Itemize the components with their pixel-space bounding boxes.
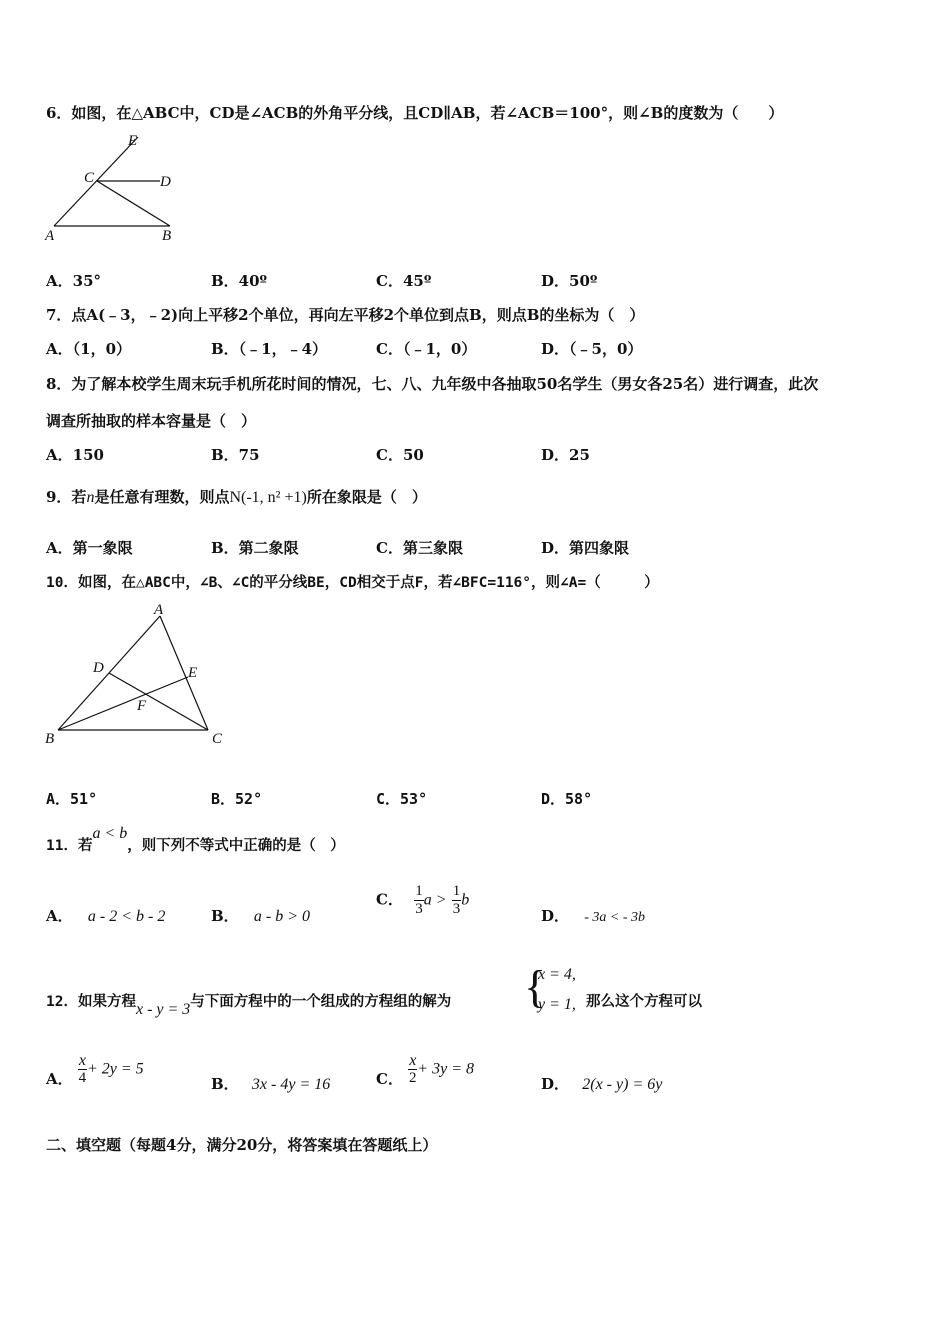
q6-figure [40,128,190,246]
q12-system-line1: x = 4, [538,966,576,983]
q6-label-a: A [45,228,55,244]
q12-option-d [541,1073,662,1094]
q7-option-a: A．（1，0） [46,340,132,358]
q11-option-c-mid: a > [423,891,447,909]
q11-option-d-expr: - 3a < - 3b [584,910,646,925]
q9-stem-mid: 是任意有理数，则点 [94,488,230,506]
q7-option-b: B．（﹣1，﹣4） [211,340,328,358]
q9-var-n: n [86,489,95,506]
q11-letter-a: A． [46,907,73,925]
q10-stem: 10．如图，在△ABC中，∠B、∠C的平分线BE，CD相交于点F，若∠BFC=116°，则∠A=（ ） [46,575,659,591]
q11-option-b [211,905,310,926]
q11-stem-suffix: ，则下列不等式中正确的是（ ） [127,838,345,854]
q12-letter-d: D． [541,1075,570,1093]
q6-label-e: E [128,133,138,149]
q8-option-b: B．75 [211,446,260,464]
q9-point-n: N(-1, n² +1) [229,489,307,506]
q12-option-a-frac: $\frac{x}{4}$ [78,1052,87,1086]
q12-equation: x - y = 3 [135,1001,191,1018]
q10-label-a: A [154,602,164,618]
q11-letter-b: B． [211,907,239,925]
q12-option-b [211,1073,330,1094]
q9-stem-suffix: 所在象限是（ ） [306,488,427,506]
q11-letter-d: D． [541,907,570,925]
q10-line-ac [160,616,208,730]
q12-option-b-expr: 3x - 4y = 16 [251,1076,331,1093]
q9-option-d: D．第四象限 [541,539,630,557]
q12-option-a [46,1052,144,1087]
q11-option-c [376,883,469,918]
q12-option-c-rest: + 3y = 8 [417,1060,474,1078]
section-fill-in-heading: 二、填空题（每题4分，满分20分，将答案填在答题纸上） [46,1136,438,1154]
q11-option-c-end: b [461,891,470,909]
q11-option-a [46,905,165,926]
q12-stem-suffix: 那么这个方程可以 [586,994,702,1010]
q12-option-d-expr: 2(x - y) = 6y [582,1076,663,1093]
q9-option-a: A．第一象限 [46,539,133,557]
q10-option-d: D．58° [541,790,593,808]
q10-label-e: E [188,665,198,681]
q12-letter-a: A． [46,1069,73,1088]
q8-stem-line1: 8．为了解本校学生周末玩手机所花时间的情况，七、八、九年级中各抽取50名学生（男女各25名）进行调查，此次 [46,375,819,393]
q12-letter-c: C． [376,1069,403,1088]
q8-option-c: C．50 [376,446,424,464]
q8-option-a: A．150 [46,446,104,464]
q6-stem: 6．如图，在△ABC中，CD是∠ACB的外角平分线，且CD∥AB，若∠ACB＝100°，则∠B的度数为（ ） [46,104,784,122]
q7-stem: 7．点A(﹣3，﹣2)向上平移2个单位，再向左平移2个单位到点B，则点B的坐标为（ ） [46,306,645,324]
q9-option-b: B．第二象限 [211,539,299,557]
q11-option-a-expr: a - 2 < b - 2 [87,908,166,925]
q7-option-d: D．（﹣5，0） [541,340,643,358]
q10-option-a: A．51° [46,790,98,808]
q10-line-cd [109,673,208,730]
q11-option-c-frac1: $\frac{1}{3}$ [415,883,423,917]
q12-system-line2: y = 1, [538,996,576,1013]
q6-option-c: C．45º [376,272,432,290]
q11-condition: a < b [92,825,128,842]
q12-option-c-frac: $\frac{x}{2}$ [408,1052,417,1086]
q10-option-c: C．53° [376,790,428,808]
q10-label-f: F [137,698,147,714]
q12-letter-b: B． [211,1075,239,1093]
q10-line-be [58,677,188,730]
q7-option-c: C．（﹣1，0） [376,340,477,358]
q11-option-c-frac2: $\frac{1}{3}$ [452,883,461,917]
q8-option-d: D．25 [541,446,590,464]
q10-label-b: B [45,731,55,747]
q11-option-d [541,905,645,926]
q12-option-c [376,1052,474,1087]
q6-option-b: B．40º [211,272,268,290]
q11-stem-prefix: 11．若 [46,838,93,854]
q10-figure [40,598,240,748]
q12-system-brace: { [524,961,547,1012]
q10-label-d: D [93,660,104,676]
q6-label-d: D [160,174,171,190]
q12-stem [46,990,452,1018]
q9-stem [46,486,427,507]
q6-option-d: D．50º [541,272,598,290]
q10-label-c: C [212,731,223,747]
q10-option-b: B．52° [211,790,263,808]
q9-option-c: C．第三象限 [376,539,463,557]
q11-option-b-expr: a - b > 0 [253,908,311,925]
q12-option-a-rest: + 2y = 5 [86,1060,144,1078]
q11-stem [46,825,345,855]
q11-letter-c: C． [376,890,403,909]
q6-option-a: A．35° [46,272,102,290]
q8-stem-line2: 调查所抽取的样本容量是（ ） [46,412,257,430]
q12-stem-prefix: 12．如果方程 [46,994,136,1010]
q12-stem-mid: 与下面方程中的一个组成的方程组的解为 [190,994,452,1010]
q6-label-b: B [162,228,172,244]
q9-stem-prefix: 9．若 [46,488,87,506]
q6-label-c: C [84,170,95,186]
